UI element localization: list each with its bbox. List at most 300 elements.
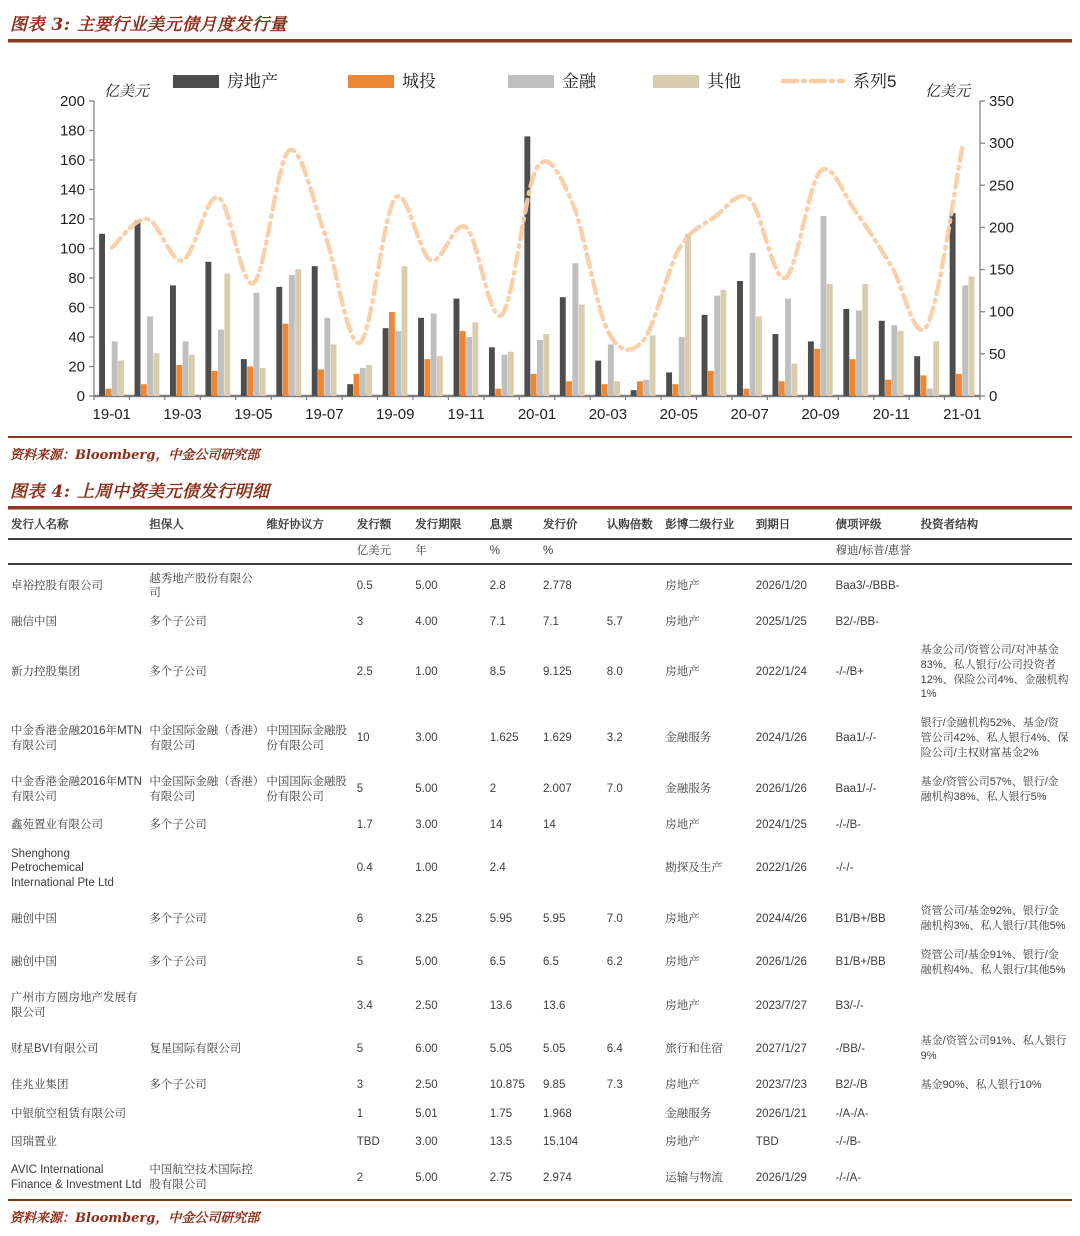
table-row [8, 1128, 1072, 1156]
left-axis-tick-label: 60 [68, 299, 85, 317]
bar-房地产 [241, 359, 247, 396]
bar-其他 [685, 234, 691, 396]
table-cell [263, 811, 353, 839]
table-units-row [8, 539, 1072, 563]
table-cell: 金融服务 [665, 783, 712, 796]
table-row [8, 811, 1072, 839]
table-cell [918, 984, 1072, 1027]
x-axis-tick-label: 20-11 [872, 406, 911, 423]
table-cell [146, 984, 263, 1027]
bar-金融 [679, 337, 685, 396]
table-cell: 3.00 [415, 732, 438, 745]
table-cell: B2/-/B [835, 1079, 868, 1092]
bar-其他 [189, 355, 195, 396]
right-axis-tick-label: 250 [989, 177, 1015, 195]
bar-其他 [543, 334, 549, 396]
bar-其他 [366, 365, 372, 396]
table-cell: 融创中国 [11, 912, 57, 925]
table-cell: 银行/金融机构52%、基金/资管公司42%、私人银行4%、保险公司/主权财富基金2% [920, 717, 1069, 759]
left-axis-tick-label: 0 [76, 388, 85, 405]
table-cell [918, 608, 1072, 636]
table-cell: 2024/4/26 [755, 912, 807, 925]
column-header: 投资者结构 [918, 512, 1072, 539]
bar-金融 [821, 216, 827, 396]
issuance-bar-line-chart [8, 51, 1072, 429]
table-cell [263, 840, 353, 897]
table-cell: 5 [356, 783, 364, 796]
bar-城投 [921, 375, 927, 396]
table-cell: AVIC International Finance & Investment Ltd [11, 1164, 142, 1191]
table-cell: 5.95 [542, 912, 566, 925]
column-header: 认购倍数 [604, 512, 663, 539]
bar-城投 [956, 374, 962, 396]
left-axis-tick-label: 200 [59, 93, 85, 110]
table-cell: 4.00 [415, 615, 438, 628]
bar-城投 [389, 312, 395, 396]
table-cell: 1.75 [489, 1107, 513, 1120]
table-cell: 基金公司/资管公司/对冲基金83%、私人银行/公司投资者12%、保险公司4%、金融机构1% [920, 643, 1069, 701]
table-row [8, 709, 1072, 768]
table-cell: TBD [755, 1136, 779, 1148]
table-cell: 1 [356, 1107, 364, 1120]
table-row [8, 1100, 1072, 1128]
right-axis-tick-label: 50 [989, 345, 1006, 363]
column-header: 债项评级 [833, 512, 918, 539]
table-cell: Baa1/-/- [835, 732, 877, 745]
bar-其他 [898, 331, 904, 396]
bar-金融 [395, 331, 401, 396]
bar-其他 [579, 305, 585, 396]
x-axis-tick-label: 20-01 [517, 406, 557, 423]
bar-城投 [566, 381, 572, 396]
bar-金融 [289, 275, 295, 396]
table-cell [263, 1071, 353, 1100]
table-cell: 房地产 [665, 615, 700, 628]
table-cell: 6.5 [542, 956, 559, 969]
column-unit: % [487, 539, 540, 563]
table-cell [146, 1128, 263, 1156]
bar-其他 [331, 344, 337, 396]
table-cell: 2 [489, 783, 497, 796]
bar-房地产 [489, 347, 495, 396]
table-cell: 7.0 [606, 783, 623, 796]
legend-label-系列5: 系列5 [853, 72, 897, 91]
table-cell: 房地产 [665, 912, 700, 925]
bar-金融 [962, 285, 968, 396]
table-cell [263, 984, 353, 1027]
table-cell: 7.3 [606, 1079, 623, 1092]
table-cell: 广州市方圆房地产发展有限公司 [11, 992, 138, 1019]
table-header-row [8, 512, 1072, 539]
column-unit [918, 539, 1072, 563]
legend-label-城投: 城投 [402, 72, 436, 91]
column-header: 发行价 [540, 512, 604, 539]
table-cell [263, 941, 353, 985]
left-axis-unit-label: 亿美元 [104, 82, 150, 100]
issuance-chart-container [8, 43, 1072, 434]
bar-城投 [283, 324, 289, 396]
table-cell [263, 1100, 353, 1128]
table-cell: 中金国际金融（香港）有限公司 [149, 725, 259, 752]
table-cell [263, 897, 353, 941]
table-cell: 2027/1/27 [755, 1042, 807, 1055]
table-row [8, 564, 1072, 608]
left-axis-tick-label: 20 [68, 358, 85, 376]
bar-房地产 [914, 356, 920, 396]
table-cell: 3.00 [415, 1136, 438, 1148]
table-cell: 勘探及生产 [665, 862, 723, 875]
table-cell: 房地产 [665, 956, 700, 969]
bar-金融 [360, 368, 366, 396]
bar-金融 [572, 263, 578, 396]
bar-房地产 [631, 390, 637, 396]
table-row [8, 840, 1072, 897]
table-cell: 中国国际金融股份有限公司 [266, 725, 347, 752]
table-cell: B1/B+/BB [835, 912, 886, 925]
table-cell: -/-/B- [835, 819, 862, 832]
figure4-title [8, 473, 1072, 506]
table-cell: 多个子公司 [149, 666, 207, 679]
table-cell: 中国国际金融股份有限公司 [266, 776, 347, 803]
bar-其他 [721, 290, 727, 396]
table-row [8, 608, 1072, 636]
bar-城投 [318, 369, 324, 396]
bar-其他 [969, 277, 975, 396]
bar-其他 [153, 353, 159, 396]
bar-金融 [856, 310, 862, 396]
table-cell: 0.4 [356, 862, 373, 875]
table-cell: 2022/1/24 [755, 666, 807, 679]
table-cell: 2024/1/25 [755, 819, 807, 832]
table-cell: 7.0 [606, 912, 623, 925]
bar-金融 [502, 355, 508, 396]
legend-swatch-城投 [348, 75, 394, 88]
bar-房地产 [772, 334, 778, 396]
legend-swatch-其他 [653, 75, 699, 88]
bar-房地产 [702, 315, 708, 396]
bar-房地产 [99, 234, 105, 396]
table-cell [263, 564, 353, 608]
column-header: 发行人名称 [8, 512, 146, 539]
table-cell: 财星BVI有限公司 [11, 1042, 99, 1055]
bar-金融 [253, 293, 259, 396]
left-axis-tick-label: 40 [68, 329, 85, 346]
table-cell: -/-/- [835, 862, 854, 875]
right-axis-tick-label: 100 [989, 303, 1015, 321]
bar-其他 [260, 368, 266, 396]
table-cell [918, 564, 1072, 608]
table-cell: 5.00 [415, 956, 438, 969]
bar-其他 [472, 322, 478, 396]
table-cell: 房地产 [665, 579, 700, 592]
bar-房地产 [454, 299, 460, 396]
bar-城投 [885, 380, 891, 396]
bar-房地产 [950, 213, 956, 396]
bar-其他 [791, 364, 797, 396]
table-cell: 13.6 [542, 999, 566, 1012]
table-cell: 2.75 [489, 1171, 513, 1184]
bar-城投 [212, 371, 218, 396]
table-row [8, 984, 1072, 1027]
table-cell: 14 [542, 819, 556, 832]
column-unit: 亿美元 [354, 539, 413, 563]
table-cell [604, 1156, 663, 1200]
table-cell: 5.00 [415, 579, 438, 592]
table-row [8, 768, 1072, 812]
table-cell: 2023/7/23 [755, 1079, 807, 1092]
table-cell: 2026/1/26 [755, 783, 807, 796]
bar-其他 [437, 356, 443, 396]
table-cell [604, 840, 663, 897]
bar-其他 [862, 284, 868, 396]
table-cell: TBD [356, 1136, 380, 1148]
bar-城投 [602, 384, 608, 396]
left-axis-tick-label: 160 [59, 152, 85, 169]
bar-金融 [112, 341, 118, 396]
table-row [8, 941, 1072, 985]
column-unit [604, 539, 663, 563]
table-cell: 2026/1/29 [755, 1171, 807, 1184]
table-cell: 6.2 [606, 956, 623, 969]
column-header: 发行期限 [412, 512, 486, 539]
table-cell: 多个子公司 [149, 819, 207, 832]
table-cell: 中国航空技术国际控股有限公司 [149, 1164, 253, 1191]
table-cell: 2.50 [415, 999, 438, 1012]
table-cell: 融创中国 [11, 956, 57, 969]
table-cell: -/-/B- [835, 1136, 862, 1148]
legend-swatch-金融 [508, 75, 554, 88]
table-cell: 房地产 [665, 999, 700, 1012]
table-cell: 中银航空租赁有限公司 [11, 1107, 126, 1120]
bar-房地产 [524, 136, 530, 396]
column-unit: % [540, 539, 604, 563]
bar-城投 [354, 374, 360, 396]
table-cell: 金融服务 [665, 1107, 712, 1120]
table-cell: -/A-/A- [835, 1107, 869, 1120]
table-cell: 14 [489, 819, 503, 832]
bar-房地产 [666, 372, 672, 396]
column-unit [263, 539, 353, 563]
column-header: 到期日 [753, 512, 833, 539]
figure3-source: 资料来源：Bloomberg，中金公司研究部 [10, 448, 260, 463]
left-axis-tick-label: 180 [59, 122, 85, 140]
table-cell [146, 1100, 263, 1128]
bar-金融 [714, 296, 720, 396]
table-cell: 2025/1/25 [755, 615, 807, 628]
table-cell: 15.104 [542, 1136, 579, 1148]
table-cell: -/-/A- [835, 1171, 862, 1184]
bar-金融 [643, 380, 649, 396]
right-axis-tick-label: 300 [989, 135, 1015, 153]
table-cell: 5.00 [415, 783, 438, 796]
right-axis-tick-label: 150 [989, 261, 1015, 279]
table-cell [263, 608, 353, 636]
table-cell [263, 1156, 353, 1200]
table-cell: 1.625 [489, 732, 519, 745]
table-cell: -/BB/- [835, 1042, 865, 1055]
left-axis-tick-label: 80 [68, 270, 85, 287]
table-cell: 8.0 [606, 666, 623, 679]
table-row [8, 1027, 1072, 1071]
bar-其他 [224, 274, 230, 396]
table-cell: 5 [356, 1042, 364, 1055]
table-cell: 3.25 [415, 912, 438, 925]
table-cell: 资管公司/基金92%、银行/金融机构3%、私人银行/其他5% [920, 904, 1066, 932]
bar-城投 [424, 359, 430, 396]
table-cell: 运输与物流 [665, 1171, 723, 1184]
table-cell [540, 840, 604, 897]
table-cell: 5.05 [542, 1042, 566, 1055]
table-row [8, 897, 1072, 941]
table-cell: 基金/资管公司91%、私人银行9% [920, 1035, 1067, 1062]
table-cell: B2/-/BB- [835, 615, 879, 628]
table-row [8, 1156, 1072, 1200]
table-cell [918, 1100, 1072, 1128]
table-cell [263, 1128, 353, 1156]
table-cell: 基金90%、私人银行10% [920, 1078, 1042, 1091]
table-cell: 国瑞置业 [11, 1136, 57, 1148]
column-header: 彭博二级行业 [662, 512, 752, 539]
table-cell: 2.50 [415, 1079, 438, 1092]
table-cell: 2.5 [356, 666, 373, 679]
bar-房地产 [276, 287, 282, 396]
bar-其他 [650, 336, 656, 396]
table-cell: 房地产 [665, 666, 700, 679]
table-cell [918, 811, 1072, 839]
bar-其他 [614, 381, 620, 396]
table-cell: 卓裕控股有限公司 [11, 579, 103, 592]
bar-房地产 [205, 262, 211, 396]
bar-房地产 [170, 285, 176, 396]
bar-城投 [814, 349, 820, 396]
figure3-title [8, 6, 1072, 39]
table-cell: 融信中国 [11, 615, 57, 628]
column-header: 担保人 [146, 512, 263, 539]
column-unit [662, 539, 752, 563]
bar-城投 [105, 389, 111, 396]
table-cell: 5.05 [489, 1042, 513, 1055]
bar-房地产 [843, 309, 849, 396]
table-cell: 7.1 [489, 615, 506, 628]
right-axis-unit-label: 亿美元 [924, 82, 970, 100]
table-cell: 复星国际有限公司 [149, 1042, 242, 1055]
legend-label-金融: 金融 [562, 72, 596, 91]
figure3-title-text: 主要行业美元债月度发行量 [76, 15, 287, 35]
table-cell: 越秀地产股份有限公司 [149, 572, 253, 600]
bar-金融 [147, 316, 153, 396]
bar-金融 [891, 325, 897, 396]
table-cell: 房地产 [665, 1136, 700, 1148]
column-unit [753, 539, 833, 563]
legend-label-其他: 其他 [707, 72, 741, 91]
table-cell: 佳兆业集团 [11, 1079, 69, 1092]
left-axis-tick-label: 120 [59, 211, 85, 228]
x-axis-tick-label: 19-05 [234, 406, 273, 423]
table-cell [263, 636, 353, 709]
table-cell: 2.778 [542, 579, 572, 592]
table-cell: 5.7 [606, 615, 623, 628]
table-cell: 多个子公司 [149, 956, 207, 969]
figure4-label: 图表 4: [10, 482, 71, 502]
x-axis-tick-label: 19-01 [92, 406, 131, 423]
bar-金融 [927, 389, 933, 396]
table-cell: B3/-/- [835, 999, 864, 1012]
table-cell: 金融服务 [665, 732, 712, 745]
table-cell: 8.5 [489, 666, 506, 679]
table-cell: 9.85 [542, 1079, 566, 1092]
bar-城投 [141, 384, 147, 396]
x-axis-tick-label: 19-07 [305, 406, 344, 423]
bar-其他 [756, 316, 762, 396]
right-axis-tick-label: 0 [989, 388, 998, 405]
legend-label-房地产: 房地产 [227, 72, 278, 91]
table-cell [604, 564, 663, 608]
table-cell: 1.7 [356, 819, 373, 832]
table-cell: 多个子公司 [149, 1079, 207, 1092]
column-unit: 穆迪/标普/惠誉 [833, 539, 918, 563]
figure3-label: 图表 3: [10, 15, 71, 35]
bar-房地产 [347, 384, 353, 396]
column-header: 维好协议方 [263, 512, 353, 539]
table-cell: 1.629 [542, 732, 572, 745]
table-cell: 新力控股集团 [11, 666, 80, 679]
bar-城投 [176, 365, 182, 396]
table-cell: 2.974 [542, 1171, 572, 1184]
table-cell: 5.95 [489, 912, 513, 925]
table-cell: 5 [356, 956, 364, 969]
bar-房地产 [879, 321, 885, 396]
x-axis-tick-label: 19-09 [376, 406, 415, 423]
bar-城投 [531, 374, 537, 396]
table-cell: 5.00 [415, 1171, 438, 1184]
table-cell: 2 [356, 1171, 364, 1184]
left-axis-tick-label: 140 [59, 181, 85, 199]
bar-金融 [750, 253, 756, 396]
bar-其他 [402, 266, 408, 396]
bar-房地产 [312, 266, 318, 396]
figure4-title-text: 上周中资美元债发行明细 [76, 482, 270, 502]
table-cell: 鑫苑置业有限公司 [11, 819, 103, 832]
line-系列5 [112, 147, 963, 349]
bar-金融 [324, 318, 330, 396]
table-cell [604, 1100, 663, 1128]
table-cell: -/-/B+ [835, 666, 864, 679]
bar-房地产 [808, 341, 814, 396]
table-cell: 中金香港金融2016年MTN有限公司 [11, 776, 142, 803]
x-axis-tick-label: 20-05 [659, 406, 698, 423]
table-cell: 1.00 [415, 862, 438, 875]
table-cell [146, 840, 263, 897]
table-cell: 2022/1/26 [755, 862, 807, 875]
table-cell: 2023/7/27 [755, 999, 807, 1012]
table-cell: 2026/1/20 [755, 579, 807, 592]
table-cell: 基金/资管公司57%、银行/金融机构38%、私人银行5% [920, 775, 1059, 803]
x-axis-tick-label: 21-01 [943, 406, 982, 423]
bar-房地产 [737, 281, 743, 396]
bar-城投 [743, 389, 749, 396]
x-axis-tick-label: 19-03 [163, 406, 202, 423]
bar-其他 [295, 269, 301, 396]
table-row [8, 1071, 1072, 1100]
x-axis-tick-label: 20-09 [801, 406, 840, 423]
table-cell: 2.8 [489, 579, 506, 592]
bar-金融 [431, 313, 437, 396]
table-cell [918, 1128, 1072, 1156]
legend-swatch-房地产 [173, 75, 219, 88]
bar-金融 [608, 344, 614, 396]
bar-其他 [118, 361, 124, 396]
table-cell: B1/B+/BB [835, 956, 886, 969]
